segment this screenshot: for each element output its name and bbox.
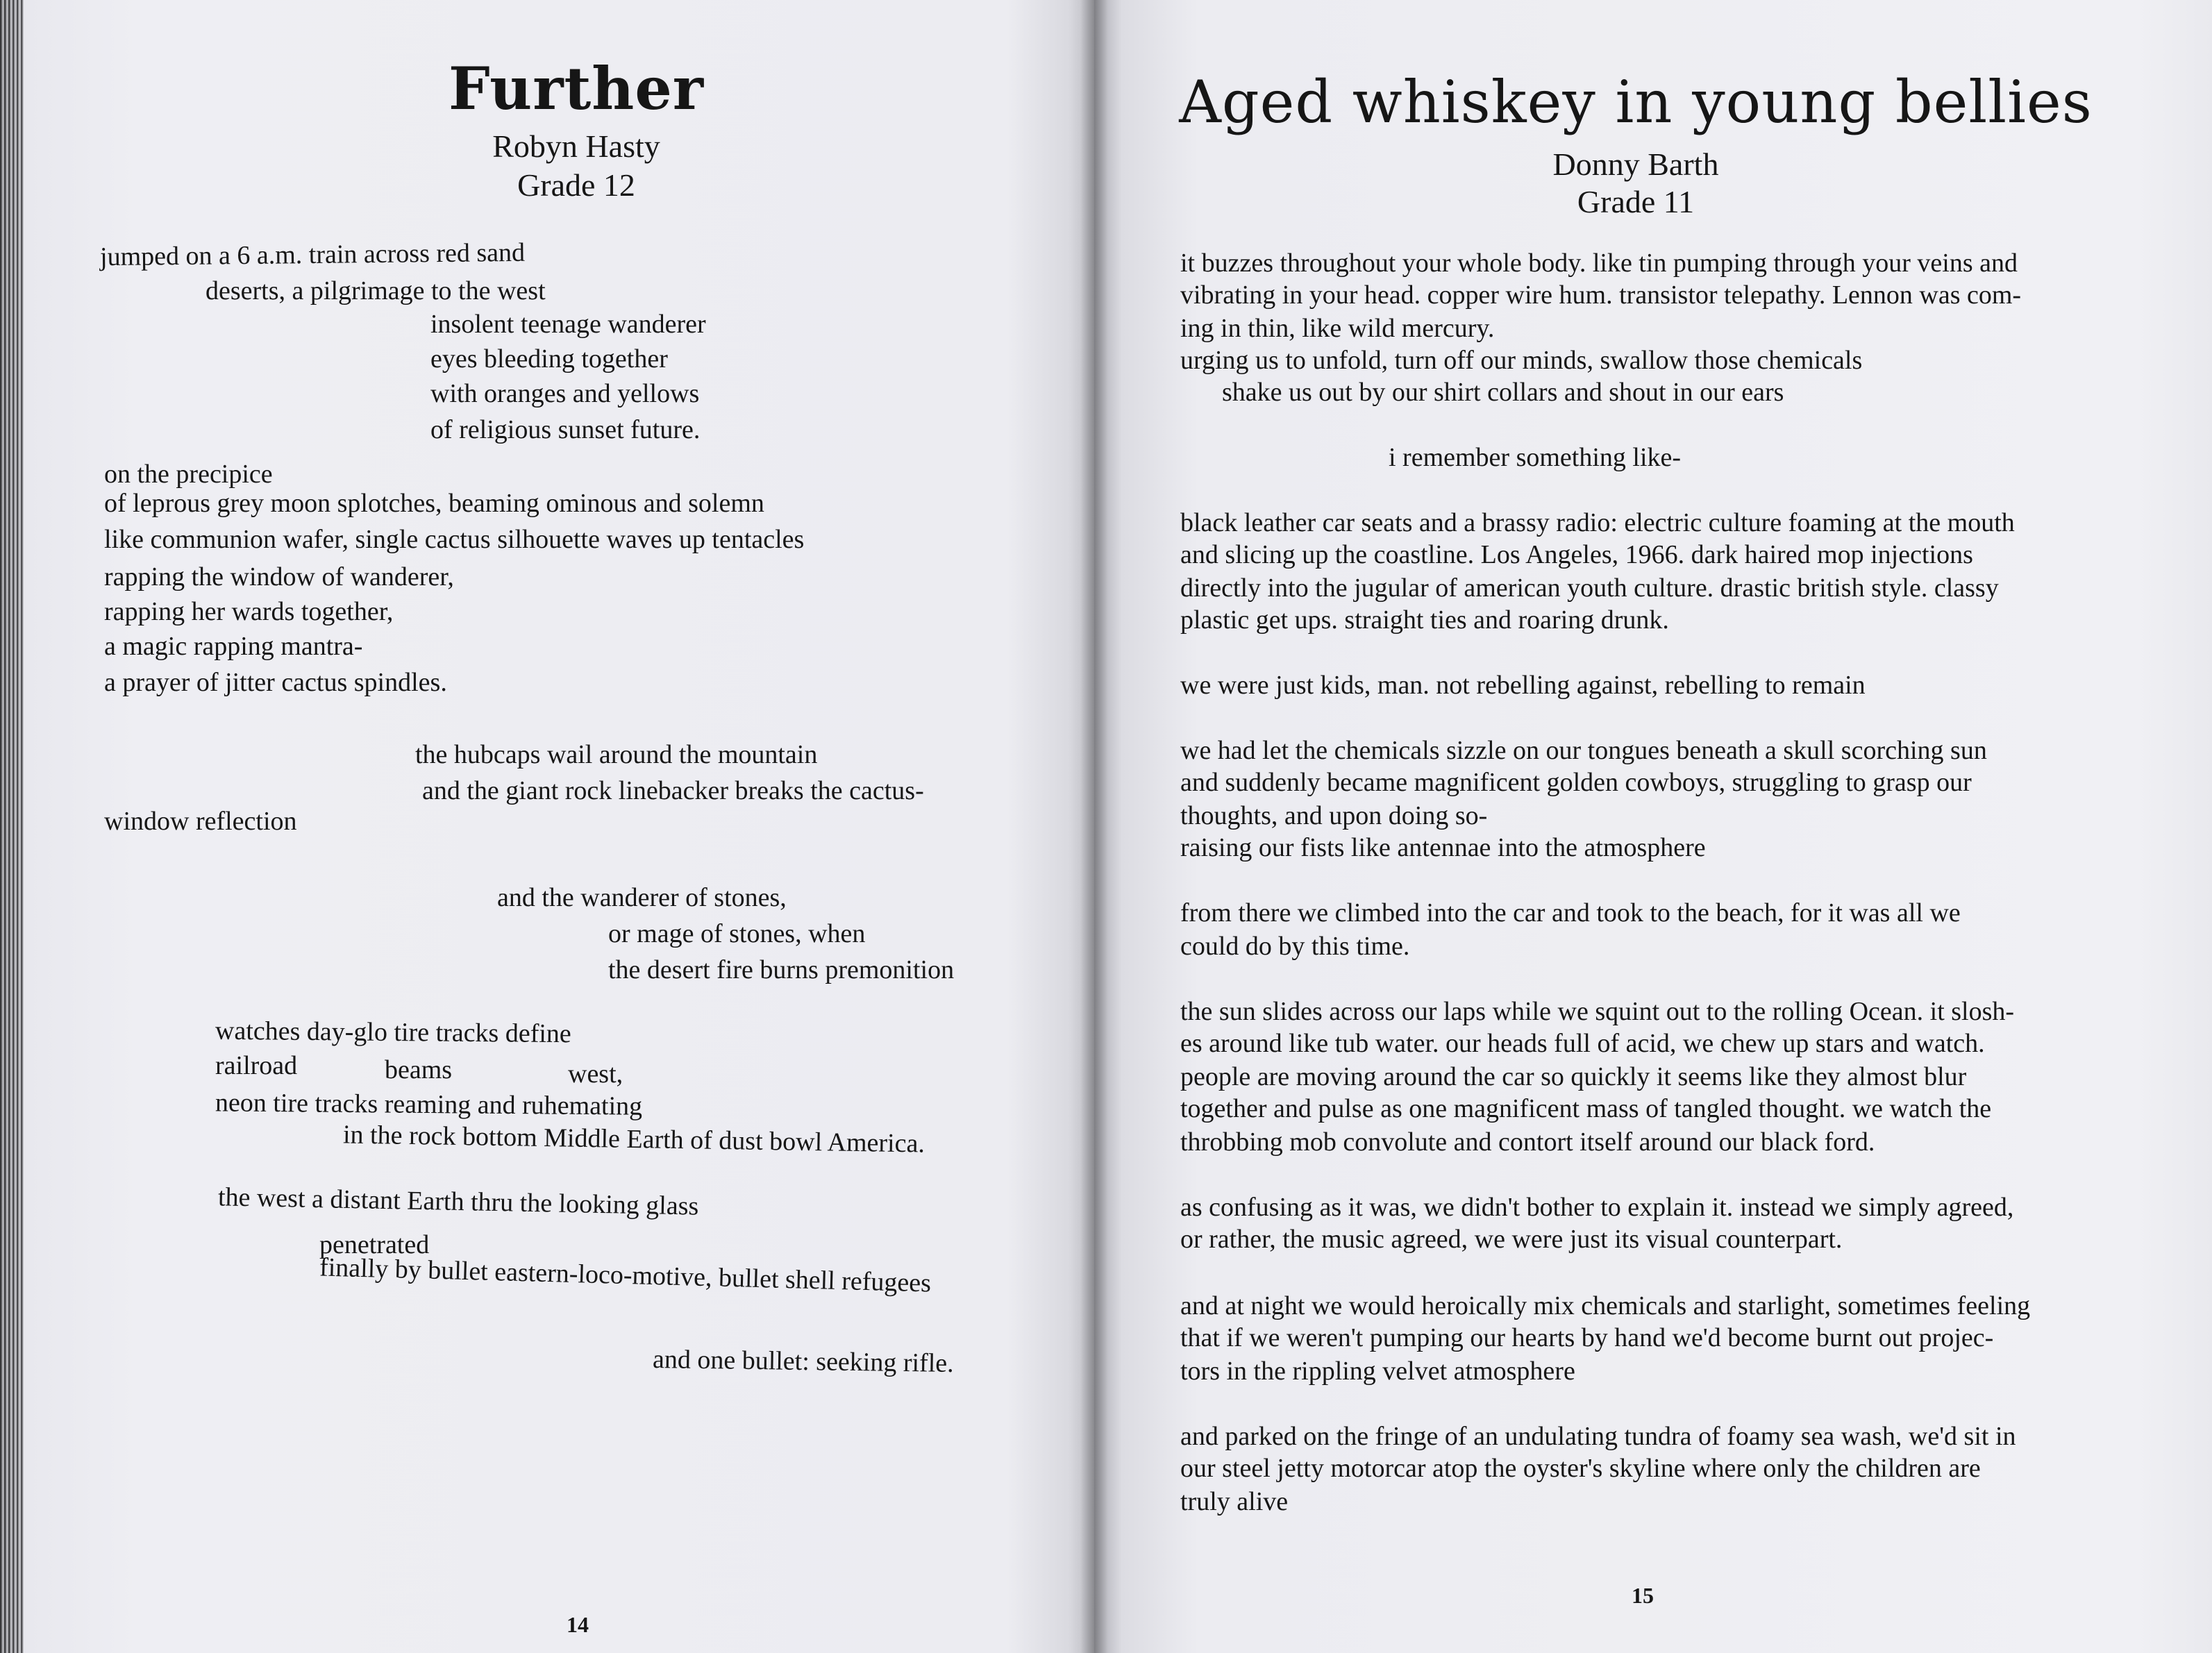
poem-line: neon tire tracks reaming and ruhemating	[215, 1088, 643, 1121]
poem-line: rapping her wards together,	[104, 597, 394, 626]
prose-line: ing in thin, like wild mercury.	[1180, 314, 1495, 343]
prose-line: es around like tub water. our heads full of acid, we chew up stars and watch.	[1180, 1029, 1985, 1058]
prose-line: truly alive	[1180, 1487, 1289, 1516]
prose-line: people are moving around the car so quickly it seems like they almost blur	[1180, 1062, 1967, 1091]
poem-line: railroad	[215, 1051, 298, 1080]
prose-line: black leather car seats and a brassy radio: electric culture foaming at the mouth	[1180, 508, 2015, 537]
prose-line: i remember something like-	[1389, 443, 1682, 472]
poem-line: rapping the window of wanderer,	[104, 562, 454, 591]
prose-line: we had let the chemicals sizzle on our tongues beneath a skull scorching sun	[1180, 736, 1987, 765]
poem-line: jumped on a 6 a.m. train across red sand	[99, 237, 526, 272]
prose-line: urging us to unfold, turn off our minds, swallow those chemicals	[1180, 346, 1863, 375]
prose-line: and slicing up the coastline. Los Angeles, 1966. dark haired mop injections	[1180, 540, 1973, 569]
page-number: 14	[567, 1612, 589, 1637]
poem-line: eyes bleeding together	[430, 344, 668, 374]
poem-author: Donny Barth	[1552, 146, 1719, 182]
prose-line: plastic get ups. straight ties and roaring drunk.	[1180, 605, 1669, 635]
prose-line: vibrating in your head. copper wire hum. transistor telepathy. Lennon was com-	[1180, 280, 2022, 310]
poem-line: the desert fire burns premonition	[608, 955, 955, 984]
left-page	[0, 0, 1094, 1653]
poem-line: beams	[385, 1055, 453, 1084]
page-number: 15	[1632, 1583, 1654, 1608]
prose-line: could do by this time.	[1180, 932, 1410, 961]
poem-line: finally by bullet eastern-loco-motive, bullet shell refugees	[319, 1252, 932, 1298]
book-spine	[1080, 0, 1108, 1653]
prose-line: shake us out by our shirt collars and shout in our ears	[1222, 378, 1784, 407]
poem-line: or mage of stones, when	[608, 919, 866, 948]
prose-line: tors in the rippling velvet atmosphere	[1180, 1357, 1575, 1386]
prose-line: that if we weren't pumping our hearts by hand we'd become burnt out projec-	[1180, 1323, 1994, 1352]
poem-line: and one bullet: seeking rifle.	[652, 1344, 954, 1379]
prose-line: our steel jetty motorcar atop the oyster's skyline where only the children are	[1180, 1454, 1981, 1483]
prose-line: and parked on the fringe of an undulating tundra of foamy sea wash, we'd sit in	[1180, 1422, 2016, 1451]
poem-line: on the precipice	[104, 460, 273, 489]
poem-line: in the rock bottom Middle Earth of dust bowl America.	[342, 1120, 925, 1159]
prose-line: directly into the jugular of american youth culture. drastic british style. classy	[1180, 573, 1999, 603]
poem-line: like communion wafer, single cactus silhouette waves up tentacles	[104, 525, 805, 554]
prose-line: or rather, the music agreed, we were just its visual counterpart.	[1180, 1225, 1843, 1254]
poem-author: Robyn Hasty	[492, 128, 660, 164]
poem-line: of leprous grey moon splotches, beaming ominous and solemn	[104, 489, 764, 518]
poem-line: window reflection	[104, 807, 297, 836]
prose-line: we were just kids, man. not rebelling against, rebelling to remain	[1180, 671, 1866, 700]
poem-line: and the giant rock linebacker breaks the cactus-	[422, 776, 924, 805]
poem-line: penetrated	[319, 1230, 430, 1259]
prose-line: and suddenly became magnificent golden cowboys, struggling to grasp our	[1180, 768, 1972, 797]
poem-line: with oranges and yellows	[430, 379, 700, 408]
poem-line: deserts, a pilgrimage to the west	[206, 276, 546, 305]
prose-line: and at night we would heroically mix chemicals and starlight, sometimes feeling	[1180, 1291, 2031, 1320]
poem-grade: Grade 11	[1577, 184, 1695, 219]
poem-line: the west a distant Earth thru the looking glass	[217, 1182, 699, 1221]
poem-line: west,	[568, 1059, 623, 1089]
prose-line: raising our fists like antennae into the atmosphere	[1180, 833, 1706, 862]
prose-line: throbbing mob convolute and contort itself around our black ford.	[1180, 1127, 1875, 1157]
poem-line: of religious sunset future.	[430, 415, 701, 444]
prose-line: together and pulse as one magnificent mass of tangled thought. we watch the	[1180, 1094, 1992, 1123]
poem-line: a magic rapping mantra-	[104, 632, 363, 661]
poem-line: watches day-glo tire tracks define	[215, 1016, 571, 1049]
poem-line: insolent teenage wanderer	[430, 310, 706, 339]
poem-line: a prayer of jitter cactus spindles.	[104, 668, 447, 697]
prose-line: from there we climbed into the car and took to the beach, for it was all we	[1180, 898, 1961, 928]
prose-line: thoughts, and upon doing so-	[1180, 801, 1488, 830]
right-page	[1094, 0, 2212, 1653]
poem-line: the hubcaps wail around the mountain	[415, 740, 818, 769]
poem-title: Further	[448, 54, 705, 123]
poem-title: Aged whiskey in young bellies	[1179, 68, 2093, 136]
poem-line: and the wanderer of stones,	[497, 883, 787, 912]
page-edge-stack	[0, 0, 24, 1653]
prose-line: the sun slides across our laps while we squint out to the rolling Ocean. it slosh-	[1180, 997, 2015, 1026]
poem-grade: Grade 12	[517, 167, 635, 203]
prose-line: as confusing as it was, we didn't bother to explain it. instead we simply agreed,	[1180, 1193, 2014, 1222]
prose-line: it buzzes throughout your whole body. like tin pumping through your veins and	[1180, 249, 2018, 278]
